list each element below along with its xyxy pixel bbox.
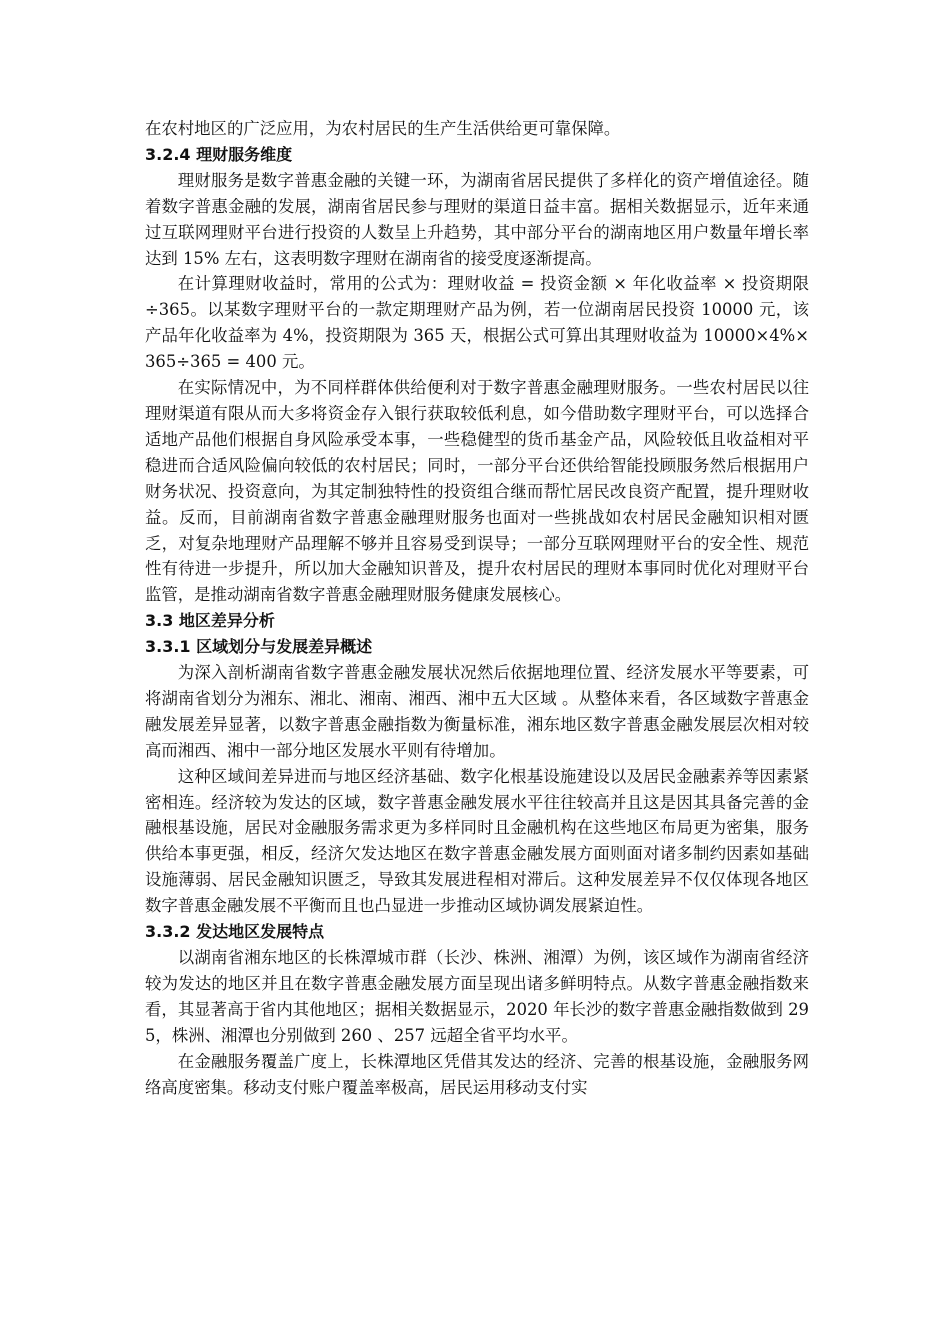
paragraph-service-coverage: 在金融服务覆盖广度上，长株潭地区凭借其发达的经济、完善的根基设施，金融服务网络高度密集。移动支付账户覆盖率极高，居民运用移动支付实 — [145, 1051, 809, 1097]
section-heading-3-2-4: 3.2.4 理财服务维度 — [145, 144, 293, 164]
paragraph-developed-region: 以湖南省湘东地区的长株潭城市群（长沙、株洲、湘潭）为例，该区域作为湖南省经济较为发达的地区并且在数字普惠金融发展方面呈现出诸多鲜明特点。从数字普惠金融指数来看，其显著高于省内其他地区；据相关数据显示，2020 年长沙的数字普惠金融指数做到 295，株洲、湘潭也分别做到 260 、257 远超全省平均水平。 — [145, 948, 809, 1045]
document-page — [145, 116, 809, 1100]
paragraph-yield-formula: 在计算理财收益时，常用的公式为：理财收益 = 投资金额 × 年化收益率 × 投资期限 ÷365。以某数字理财平台的一款定期理财产品为例，若一位湖南居民投资 10000 元，该产品年化收益率为 4%，投资期限为 365 天，根据公式可算出其理财收益为 10000×4%×365÷365 = 400 元。 — [145, 274, 809, 372]
section-heading-3-3: 3.3 地区差异分析 — [145, 611, 275, 631]
paragraph-wealth-intro: 理财服务是数字普惠金融的关键一环，为湖南省居民提供了多样化的资产增值途径。随着数字普惠金融的发展，湖南省居民参与理财的渠道日益丰富。据相关数据显示，近年来通过互联网理财平台进行投资的人数呈上升趋势，其中部分平台的湖南地区用户数量年增长率达到 15% 左右，这表明数字理财在湖南省的接受度逐渐提高。 — [145, 170, 809, 268]
paragraph-region-division: 为深入剖析湖南省数字普惠金融发展状况然后依据地理位置、经济发展水平等要素，可将湖南省划分为湘东、湘北、湘南、湘西、湘中五大区域 。从整体来看，各区域数字普惠金融发展差异显著，以数字普惠金融指数为衡量标准，湘东地区数字普惠金融发展层次相对较高而湘西、湘中一部分地区发展水平则有待增加。 — [145, 663, 809, 760]
paragraph-region-factors: 这种区域间差异进而与地区经济基础、数字化根基设施建设以及居民金融素养等因素紧密相连。经济较为发达的区域，数字普惠金融发展水平往往较高并且这是因其具备完善的金融根基设施，居民对金融服务需求更为多样同时且金融机构在这些地区布局更为密集，服务供给本事更强，相反，经济欠发达地区在数字普惠金融发展方面则面对诸多制约因素如基础设施薄弱、居民金融知识匮乏，导致其发展进程相对滞后。这种发展差异不仅仅体现各地区数字普惠金融发展不平衡而且也凸显进一步推动区域协调发展紧迫性。 — [145, 766, 809, 916]
paragraph-continued: 在农村地区的广泛应用，为农村居民的生产生活供给更可靠保障。 — [145, 119, 621, 138]
section-heading-3-3-2: 3.3.2 发达地区发展特点 — [145, 922, 325, 942]
paragraph-practical-situation: 在实际情况中，为不同样群体供给便利对于数字普惠金融理财服务。一些农村居民以往理财渠道有限从而大多将资金存入银行获取较低利息，如今借助数字理财平台，可以选择合适地产品他们根据自身风险承受本事，一些稳健型的货币基金产品，风险较低且收益相对平稳进而合适风险偏向较低的农村居民；同时，一部分平台还供给智能投顾服务然后根据用户财务状况、投资意向，为其定制独特性的投资组合继而帮忙居民改良资产配置，提升理财收益。反而，目前湖南省数字普惠金融理财服务也面对一些挑战如农村居民金融知识相对匮乏，对复杂地理财产品理解不够并且容易受到误导；一部分互联网理财平台的安全性、规范性有待进一步提升，所以加大金融知识普及，提升农村居民的理财本事同时优化对理财平台监管，是推动湖南省数字普惠金融理财服务健康发展核心。 — [145, 378, 809, 605]
section-heading-3-3-1: 3.3.1 区域划分与发展差异概述 — [145, 637, 373, 657]
